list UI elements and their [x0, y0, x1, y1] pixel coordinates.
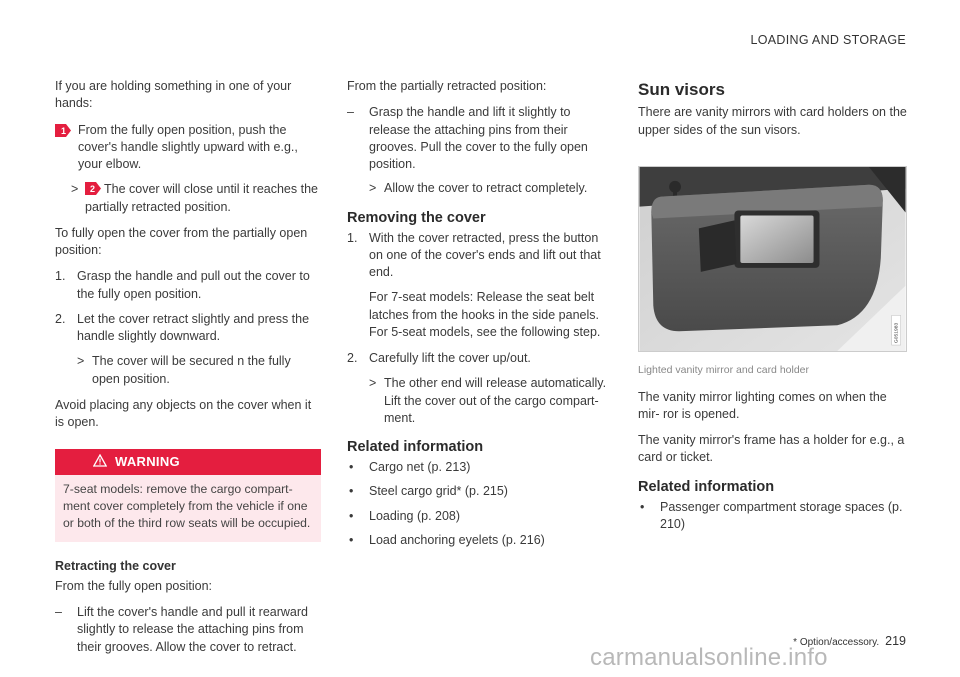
dash-marker: –	[347, 105, 354, 120]
numbered-item-text: Grasp the handle and pull out the cover to the fully open position.	[77, 269, 310, 301]
bullet-marker: •	[349, 484, 354, 499]
partial-retract-result	[347, 180, 611, 197]
svg-text:1: 1	[61, 125, 67, 136]
sun-visors-intro: There are vanity mirrors with card holders on the upper sides of the sun visors.	[638, 105, 907, 137]
image-caption: Lighted vanity mirror and card holder	[638, 364, 810, 377]
related-link[interactable]	[347, 508, 611, 525]
result-text: The other end will release automatically. Lift the cover out of the cargo compart- ment.	[384, 376, 607, 425]
column-right	[638, 78, 907, 540]
retracting-step-text: Lift the cover's handle and pull it rearward slightly to release the attaching pins from their grooves. Allow the cover to retract.	[77, 605, 308, 654]
result-marker: >	[369, 376, 377, 391]
result-marker: >	[77, 354, 85, 369]
option-footnote: * Option/accessory.	[793, 637, 880, 648]
section-header: LOADING AND STORAGE	[750, 33, 906, 47]
image-code: G051983	[894, 322, 900, 344]
partial-retract-step	[347, 104, 611, 173]
retracting-step	[55, 604, 321, 656]
related-info-heading: Related information	[638, 478, 775, 495]
numbered-item-2-result	[55, 353, 321, 388]
mirror-frame-text: The vanity mirror's frame has a holder for e.g., a card or ticket.	[638, 433, 905, 465]
remove-item-1-text: With the cover retracted, press the button on one of the cover's ends and lift out that end.	[369, 230, 601, 279]
item-number: 2.	[55, 311, 66, 326]
retracting-heading: Retracting the cover	[55, 558, 176, 573]
step-1-text: From the fully open position, push the cover's handle slightly upward with e.g., your elbow.	[78, 122, 298, 171]
related-info-heading: Related information	[347, 439, 484, 455]
paragraph-avoid-objects: Avoid placing any objects on the cover when it is open.	[55, 397, 312, 429]
related-link-text[interactable]: Loading (p. 208)	[369, 508, 461, 523]
item-number: 1.	[55, 269, 66, 284]
related-link-text[interactable]: Load anchoring eyelets (p. 216)	[369, 532, 545, 547]
bullet-marker: •	[349, 508, 354, 523]
remove-item-2-result	[347, 375, 611, 427]
related-link[interactable]	[347, 532, 611, 549]
page-number: 219	[885, 634, 906, 648]
warning-triangle-icon	[93, 454, 107, 467]
bullet-marker: •	[349, 460, 354, 474]
watermark: carmanualsonline.info	[590, 644, 828, 671]
retracting-intro: From the fully open position:	[55, 578, 213, 593]
sun-visors-title: Sun visors	[638, 80, 725, 99]
remove-item-2	[347, 350, 611, 367]
step-badge-2-icon	[85, 182, 101, 195]
dash-marker: –	[55, 605, 62, 620]
intro-text: If you are holding something in one of your hands:	[55, 79, 292, 111]
result-text: Allow the cover to retract completely.	[384, 181, 588, 196]
related-link[interactable]	[347, 483, 611, 500]
svg-text:2: 2	[90, 184, 96, 195]
sun-visor-image	[638, 166, 907, 352]
numbered-item-2	[55, 311, 321, 346]
related-link[interactable]	[347, 459, 611, 476]
numbered-item-text: Let the cover retract slightly and press the handle slightly downward.	[77, 311, 310, 343]
bullet-marker: •	[640, 499, 645, 514]
column-left	[55, 78, 321, 663]
item-number: 1.	[347, 230, 358, 245]
item-number: 2.	[347, 351, 358, 365]
step-1-result	[55, 181, 321, 216]
bullet-marker: •	[349, 532, 354, 547]
result-text: The cover will be secured n the fully open position.	[92, 354, 291, 386]
numbered-item-1	[55, 268, 321, 303]
warning-box	[55, 449, 321, 541]
remove-item-2-text: Carefully lift the cover up/out.	[369, 351, 531, 365]
warning-title: WARNING	[115, 454, 180, 470]
warning-body: 7-seat models: remove the cargo compart- ment cover completely from the vehicle if one or both of the third row seats will be occupied.	[63, 482, 311, 530]
removing-heading: Removing the cover	[347, 209, 486, 226]
result-marker: >	[369, 181, 377, 196]
related-link-text[interactable]: Passenger compartment storage spaces (p. 210)	[660, 499, 903, 531]
partial-retract-step-text: Grasp the handle and lift it slightly to release the attaching pins from their grooves. Pull the cover to the fully open position.	[369, 105, 588, 171]
related-link-text[interactable]: Steel cargo grid* (p. 215)	[369, 484, 508, 499]
result-marker: >	[71, 182, 79, 197]
partial-retract-intro: From the partially retracted position:	[347, 79, 547, 93]
remove-item-1-note: For 7-seat models: Release the seat belt latches from the hooks in the side panels. For 5-seat models, see the following step.	[369, 290, 601, 339]
step-badge-1-icon	[55, 124, 71, 137]
step-1	[55, 122, 321, 174]
warning-header	[55, 449, 321, 475]
related-link[interactable]	[638, 499, 907, 534]
remove-item-1	[347, 230, 611, 282]
mirror-lighting-text: The vanity mirror lighting comes on when the mir- ror is opened.	[638, 389, 887, 421]
paragraph-open-partial: To fully open the cover from the partially open position:	[55, 225, 308, 257]
column-middle	[347, 78, 611, 556]
step-1-result-text: The cover will close until it reaches the partially retracted position.	[85, 182, 318, 214]
related-link-text[interactable]: Cargo net (p. 213)	[369, 460, 471, 474]
